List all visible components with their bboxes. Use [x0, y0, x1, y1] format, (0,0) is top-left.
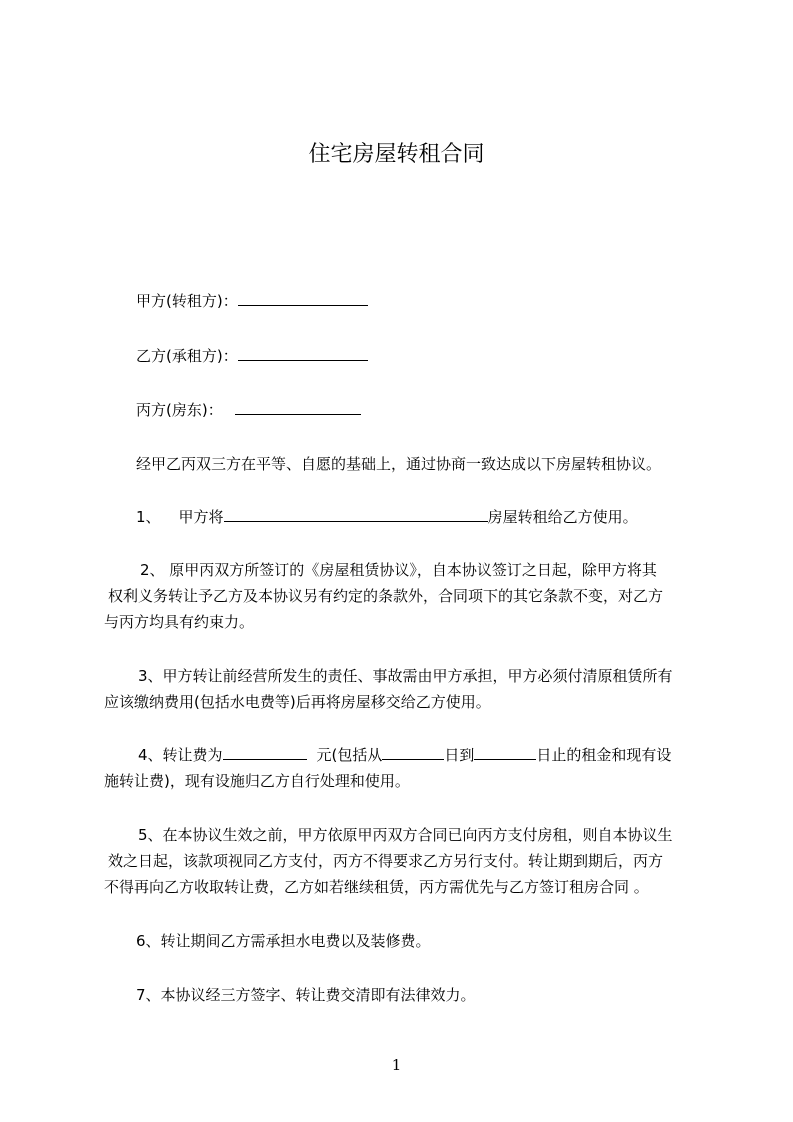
clause-4-start-blank	[382, 745, 444, 760]
clause-4-line-2: 施转让费)，现有设施归乙方自行处理和使用。	[104, 772, 410, 790]
clause-1-suffix: 房屋转租给乙方使用。	[487, 508, 638, 526]
clause-5-line-1: 5、在本协议生效之前，甲方依原甲丙双方合同已向丙方支付房租，则自本协议生	[138, 826, 673, 844]
party-a-line	[136, 291, 746, 311]
clause-4-prefix: 4、转让费为	[138, 746, 223, 764]
party-a-label: 甲方(转租方)：	[136, 292, 238, 310]
party-b-label: 乙方(承租方)：	[136, 347, 238, 365]
clause-5-line-2: 效之日起，该款项视同乙方支付，丙方不得要求乙方另行支付。转让期到期后，丙方	[108, 852, 664, 870]
clause-1-blank	[224, 507, 488, 522]
clause-4-end-blank	[474, 745, 536, 760]
clause-2-line-2: 权利义务转让予乙方及本协议另有约定的条款外，合同项下的其它条款不变，对乙方	[108, 587, 664, 605]
clause-2-line-3: 与丙方均具有约束力。	[104, 613, 255, 631]
intro-text: 经甲乙丙双三方在平等、自愿的基础上，通过协商一致达成以下房屋转租协议。	[136, 455, 662, 473]
document-title: 住宅房屋转租合同	[308, 142, 485, 167]
clause-1-number: 1、	[136, 508, 161, 526]
clause-4-mid-2: 日到	[444, 746, 475, 764]
party-a-blank	[238, 291, 368, 306]
clause-4-line-1	[138, 745, 748, 765]
party-c-line	[136, 400, 746, 420]
clause-3-line-2: 应该缴纳费用(包括水电费等)后再将房屋移交给乙方使用。	[104, 693, 491, 711]
party-b-blank	[238, 346, 368, 361]
clause-7: 7、本协议经三方签字、转让费交清即有法律效力。	[136, 986, 476, 1004]
clause-1-prefix: 甲方将	[178, 508, 224, 526]
clause-4-mid-1: 元(包括从	[316, 746, 383, 764]
page-number: 1	[391, 1056, 402, 1074]
clause-4-fee-blank	[223, 745, 307, 760]
party-c-blank	[235, 400, 361, 415]
clause-1	[136, 507, 746, 527]
clause-5-line-3: 不得再向乙方收取转让费，乙方如若继续租赁，丙方需优先与乙方签订租房合同 。	[104, 878, 649, 896]
clause-4-mid-3: 日止的租金和现有设	[536, 746, 672, 764]
clause-3-line-1: 3、甲方转让前经营所发生的责任、事故需由甲方承担，甲方必须付清原租赁所有	[138, 667, 673, 685]
party-c-label: 丙方(房东)：	[136, 401, 223, 419]
party-b-line	[136, 346, 746, 366]
clause-6: 6、转让期间乙方需承担水电费以及装修费。	[136, 932, 431, 950]
clause-2-line-1: 2、 原甲丙双方所签订的《房屋租赁协议》，自本协议签订之日起，除甲方将其	[140, 561, 657, 579]
